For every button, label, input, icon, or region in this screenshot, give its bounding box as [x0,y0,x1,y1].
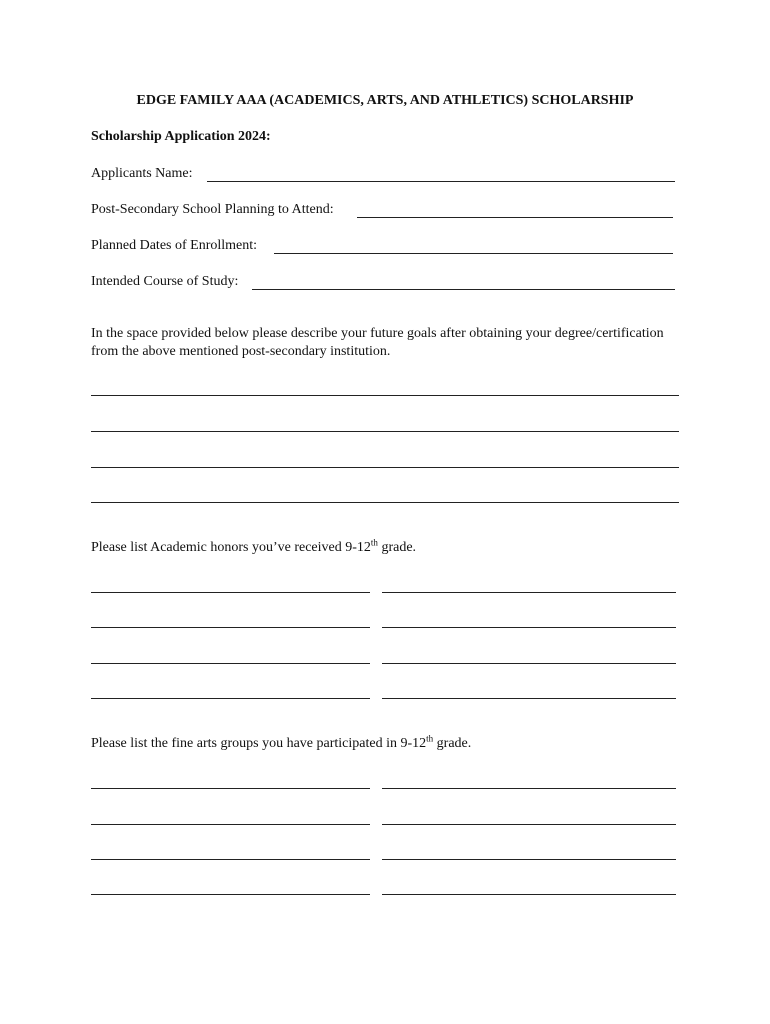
goals-answer-line[interactable] [91,431,679,432]
fine-arts-line-left[interactable] [91,859,370,860]
academic-honors-instructions [91,537,417,556]
fine-arts-line-right[interactable] [382,788,676,789]
course-of-study-field[interactable] [252,289,675,290]
goals-answer-line[interactable] [91,467,679,468]
academic-prompt-tail: grade. [377,540,417,555]
academic-honor-line-left[interactable] [91,592,370,593]
academic-honor-line-right[interactable] [382,663,676,664]
fine-arts-line-left[interactable] [91,824,370,825]
academic-honor-line-right[interactable] [382,592,676,593]
applicant-name-label: Applicants Name: [91,166,193,181]
course-of-study-label: Intended Course of Study: [91,274,239,289]
academic-honor-line-left[interactable] [91,663,370,664]
goals-answer-line[interactable] [91,395,679,396]
academic-prompt-sup: th [370,537,378,548]
page-title: EDGE FAMILY AAA (ACADEMICS, ARTS, AND ATHLETICS) SCHOLARSHIP [136,93,634,108]
school-field[interactable] [357,217,673,218]
academic-prompt-text: Please list Academic honors you’ve received 9-12 [91,540,371,555]
enrollment-dates-label: Planned Dates of Enrollment: [91,238,258,253]
application-subtitle: Scholarship Application 2024: [91,129,271,144]
arts-prompt-tail: grade. [433,736,472,751]
fine-arts-instructions [91,733,472,752]
arts-prompt-sup: th [426,733,434,744]
academic-honor-line-right[interactable] [382,627,676,628]
goals-answer-line[interactable] [91,502,679,503]
applicant-name-field[interactable] [207,181,675,182]
school-label: Post-Secondary School Planning to Attend: [91,202,334,217]
fine-arts-line-left[interactable] [91,788,370,789]
fine-arts-line-right[interactable] [382,894,676,895]
fine-arts-line-left[interactable] [91,894,370,895]
arts-prompt-text: Please list the fine arts groups you have participated in 9-12 [91,736,427,751]
fine-arts-line-right[interactable] [382,824,676,825]
academic-honor-line-left[interactable] [91,698,370,699]
academic-honor-line-left[interactable] [91,627,370,628]
enrollment-dates-field[interactable] [274,253,673,254]
academic-honor-line-right[interactable] [382,698,676,699]
goals-instructions: In the space provided below please describe your future goals after obtaining your degree/certification from the above mentioned post-secondary institution. [91,326,664,359]
fine-arts-line-right[interactable] [382,859,676,860]
